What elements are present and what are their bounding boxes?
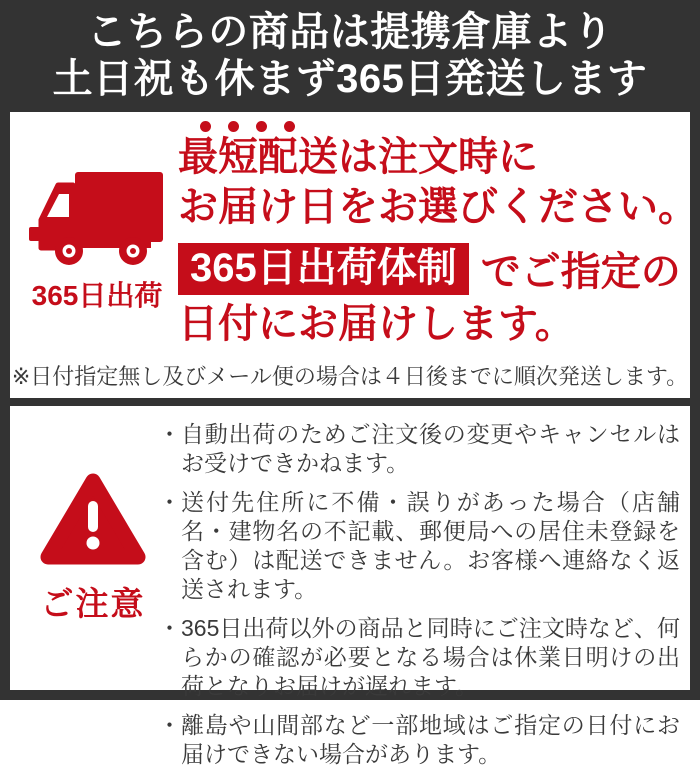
shipping-info-panel <box>10 112 698 398</box>
truck-column <box>18 170 176 314</box>
headline-line4: 日付にお届けします。 <box>178 302 575 346</box>
header-title-line2: 土日祝も休まず365日発送します <box>52 57 648 101</box>
caution-panel <box>10 406 690 767</box>
bullet-marker: ・ <box>158 712 181 738</box>
bullet-text: 365日出荷以外の商品と同時にご注文時など、何らかの確認が必要となる場合は休業日明けの出荷となりお届けが遅れます。 <box>181 615 680 699</box>
delivery-truck-icon <box>18 170 176 270</box>
shipping-text-block <box>178 120 698 349</box>
caution-bullet <box>158 420 680 478</box>
warning-triangle-icon <box>32 470 154 568</box>
shipping-note: ※日付指定無し及びメール便の場合は４日後までに順次発送します。 <box>11 364 689 389</box>
caution-bullet-list <box>158 420 680 779</box>
bullet-marker: ・ <box>158 615 181 641</box>
caution-label: ご注意 <box>40 585 146 622</box>
emphasis-dot <box>228 121 239 132</box>
headline-line2: お届け日をお選びください。 <box>178 185 698 229</box>
emphasis-dot <box>200 121 211 132</box>
bullet-marker: ・ <box>158 489 181 515</box>
header-banner <box>0 0 700 112</box>
caution-bullet <box>158 488 680 604</box>
emphasis-dot <box>284 121 295 132</box>
emphasis-dots <box>200 120 698 132</box>
emphasis-dot <box>256 121 267 132</box>
bullet-marker: ・ <box>158 421 181 447</box>
caution-bullet <box>158 614 680 701</box>
highlight-badge: 365日出荷体制 <box>178 243 469 295</box>
after-highlight-text: でご指定の <box>480 250 681 294</box>
bullet-text: 自動出荷のためご注文後の変更やキャンセルはお受けできかねます。 <box>181 421 680 476</box>
truck-label: 365日出荷 <box>31 280 163 311</box>
highlight-row <box>178 240 698 297</box>
header-title-line1: こちらの商品は提携倉庫より <box>86 10 614 54</box>
caution-column <box>32 470 154 625</box>
bullet-text: 送付先住所に不備・誤りがあった場合（店舗名・建物名の不記載、郵便局への居住未登録を含む）は配送できません。お客様へ連絡なく返送されます。 <box>181 489 680 602</box>
bullet-text: 離島や山間部など一部地域はご指定の日付にお届けできない場合があります。 <box>181 712 680 767</box>
headline-line1: 最短配送は注文時に <box>178 135 538 179</box>
caution-bullet <box>158 711 680 769</box>
